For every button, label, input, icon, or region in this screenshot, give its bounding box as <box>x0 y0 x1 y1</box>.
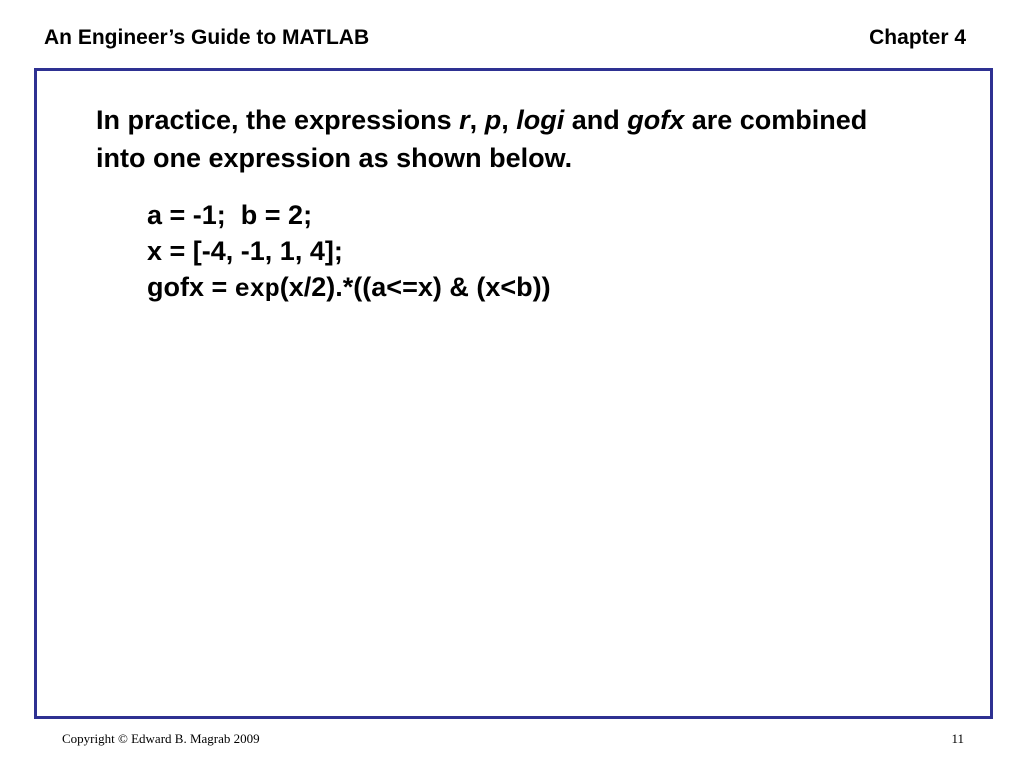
intro-text-end: are combined into one expression as shown below. <box>96 105 868 173</box>
header-title: An Engineer’s Guide to MATLAB <box>44 26 370 49</box>
code-line-2: x = [-4, -1, 1, 4]; <box>147 236 343 266</box>
code-line-3-prefix: gofx = <box>147 272 235 302</box>
intro-separator: , <box>501 105 517 135</box>
intro-paragraph <box>96 101 876 177</box>
page-number: 11 <box>951 731 964 746</box>
term-r: r <box>459 105 470 135</box>
code-line-3 <box>147 269 551 305</box>
intro-text-start: In practice, the expressions <box>96 105 460 135</box>
code-function-exp: exp <box>234 275 280 304</box>
code-block <box>147 197 551 305</box>
term-gofx: gofx <box>627 105 685 135</box>
chapter-label: Chapter 4 <box>869 26 966 49</box>
footer-copyright: Copyright © Edward B. Magrab 2009 <box>62 731 260 746</box>
intro-conjunction: and <box>564 105 628 135</box>
term-logi: logi <box>516 105 565 135</box>
code-line-1: a = -1; b = 2; <box>147 200 313 230</box>
intro-separator: , <box>469 105 485 135</box>
code-line-3-suffix: (x/2).*((a<=x) & (x<b)) <box>279 272 551 302</box>
term-p: p <box>484 105 502 135</box>
